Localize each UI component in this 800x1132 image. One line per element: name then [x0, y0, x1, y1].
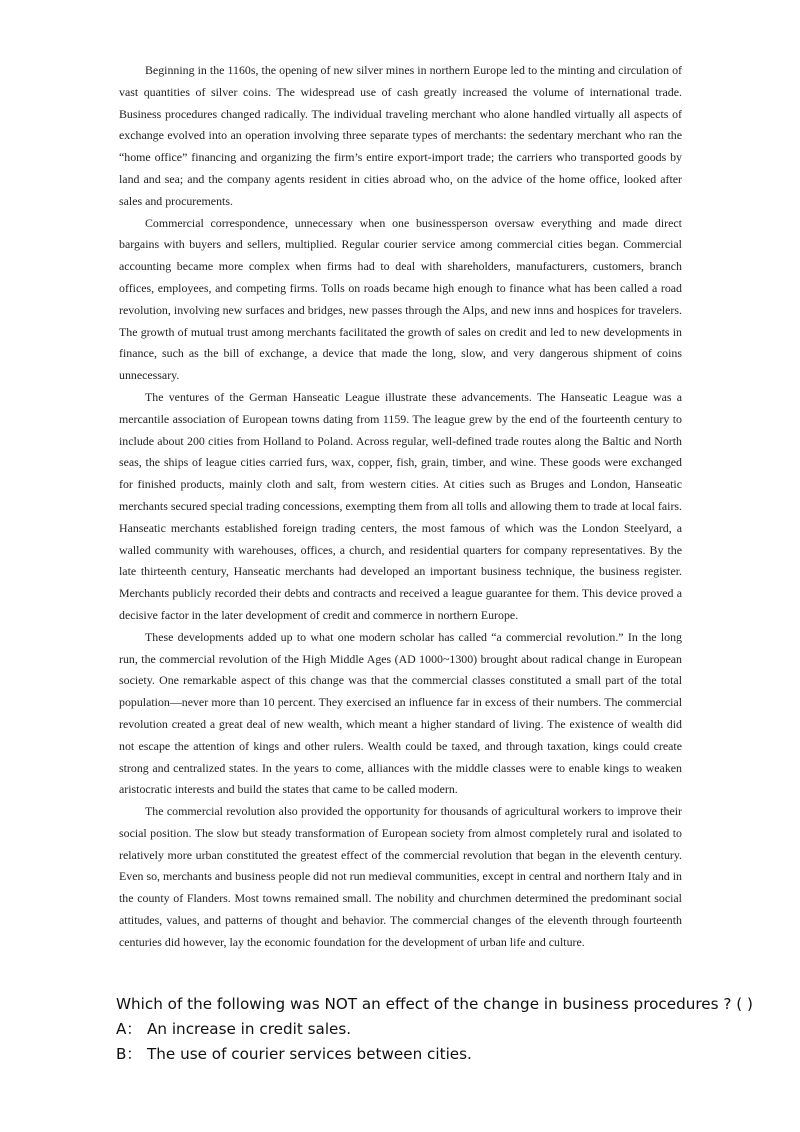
answer-options — [116, 1017, 756, 1067]
question-stem: Which of the following was NOT an effect of the change in business procedures ? ( ) — [116, 995, 753, 1013]
option-text: An increase in credit sales. — [147, 1020, 352, 1038]
passage-paragraph-5: The commercial revolution also provided the opportunity for thousands of agricultural workers to improve their social position. The slow but steady transformation of European society from almost completely rural and isolated to relatively more urban constituted the greatest effect of the commercial revolution that began in the eleventh century. Even so, merchants and business people did not run medieval communities, except in central and northern Italy and in the county of Flanders. Most towns remained small. The nobility and churchmen determined the predominant social attitudes, values, and patterns of thought and behavior. The commercial changes of the eleventh through fourteenth centuries did however, lay the economic foundation for the development of urban life and culture. — [119, 804, 682, 949]
passage-paragraph-3: The ventures of the German Hanseatic League illustrate these advancements. The Hanseatic League was a mercantile association of European towns dating from 1159. The league grew by the end of the fourteenth century to include about 200 cities from Holland to Poland. Across regular, well-defined trade routes along the Baltic and North seas, the ships of league cities carried furs, wax, copper, fish, grain, timber, and wine. These goods were exchanged for finished products, mainly cloth and salt, from western cities. At cities such as Bruges and London, Hanseatic merchants secured special trading concessions, exempting them from all tolls and allowing them to trade at local fairs. Hanseatic merchants established foreign trading centers, the most famous of which was the London Steelyard, a walled community with warehouses, offices, a church, and residential quarters for company representatives. By the late thirteenth century, Hanseatic merchants had developed an important business technique, the business register. Merchants publicly recorded their debts and contracts and received a league guarantee for them. This device proved a decisive factor in the later development of credit and commerce in northern Europe. — [119, 389, 682, 622]
option-text: The use of courier services between cities. — [147, 1045, 472, 1063]
reading-passage — [119, 60, 682, 954]
passage-paragraph-4: These developments added up to what one modern scholar has called “a commercial revolution.” In the long run, the commercial revolution of the High Middle Ages (AD 1000~1300) brought about radical change in European society. One remarkable aspect of this change was that the commercial classes constituted a small part of the total population—never more than 10 percent. They exercised an influence far in excess of their numbers. The commercial revolution created a great deal of new wealth, which meant a higher standard of living. The existence of wealth did not escape the attention of kings and other rulers. Wealth could be taxed, and through taxation, kings could create strong and centralized states. In the years to come, alliances with the middle classes were to enable kings to weaken aristocratic interests and build the states that came to be called modern. — [119, 629, 682, 797]
answer-option-b[interactable] — [116, 1042, 756, 1067]
answer-option-a[interactable] — [116, 1017, 756, 1042]
question-block — [116, 992, 756, 1067]
option-letter: B： — [116, 1045, 142, 1063]
option-letter: A： — [116, 1020, 142, 1038]
passage-paragraph-2: Commercial correspondence, unnecessary when one businessperson oversaw everything and made direct bargains with buyers and sellers, multiplied. Regular courier service among commercial cities began. Commercial accounting became more complex when firms had to deal with shareholders, manufacturers, customers, branch offices, employees, and competing firms. Tolls on roads became high enough to finance what has been called a road revolution, involving new surfaces and bridges, new passes through the Alps, and new inns and hospices for travelers. The growth of mutual trust among merchants facilitated the growth of sales on credit and led to new developments in finance, such as the bill of exchange, a device that made the long, slow, and very dangerous shipment of coins unnecessary. — [119, 215, 682, 383]
passage-paragraph-1: Beginning in the 1160s, the opening of new silver mines in northern Europe led to the minting and circulation of vast quantities of silver coins. The widespread use of cash greatly increased the volume of international trade. Business procedures changed radically. The individual traveling merchant who alone handled virtually all aspects of exchange evolved into an operation involving three separate types of merchants: the sedentary merchant who ran the “home office” financing and organizing the firm’s entire export-import trade; the carriers who transported goods by land and sea; and the company agents resident in cities abroad who, on the advice of the home office, looked after sales and procurements. — [119, 63, 682, 208]
